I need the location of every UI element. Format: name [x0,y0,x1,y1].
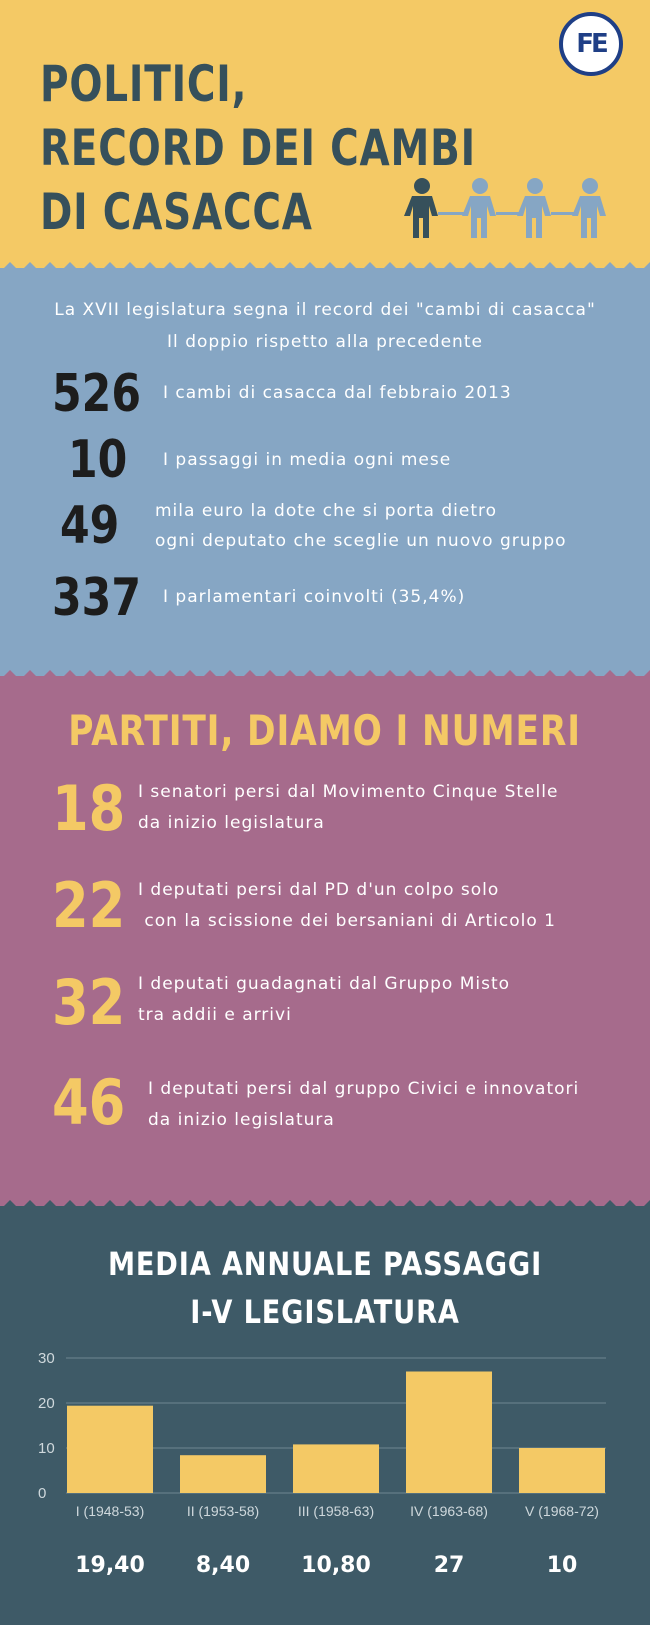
parties-title-text: PARTITI, DIAMO I NUMERI [68,706,582,755]
header-section [0,0,650,268]
party-line: I deputati persi dal gruppo Civici e innovatori [148,1079,580,1099]
party-number: 18 [52,772,126,845]
data-label: 19,40 [75,1553,145,1578]
stat-number: 10 [68,430,128,490]
bar [406,1372,492,1494]
stat-item [0,364,650,424]
party-line: con la scissione dei bersaniani di Articolo 1 [138,911,556,931]
y-tick-label: 10 [38,1440,55,1457]
bar-chart [0,1206,650,1625]
stat-line: I parlamentari coinvolti (35,4%) [163,587,466,607]
party-item [0,1068,650,1138]
party-number: 46 [52,1066,126,1139]
bar [180,1455,266,1493]
chart-title-line: I-V LEGISLATURA [190,1293,460,1331]
data-label: 10 [546,1553,578,1578]
y-tick-label: 30 [38,1350,55,1367]
people-holding-hands-icon [400,178,630,238]
data-label: 10,80 [301,1553,371,1578]
stat-number: 337 [52,568,142,628]
bar [519,1448,605,1493]
logo-text: FE [576,29,606,59]
bar [67,1406,153,1493]
party-line: da inizio legislatura [138,813,325,833]
party-description [138,969,510,1031]
data-label: 27 [433,1553,465,1578]
intro-line: La XVII legislatura segna il record dei "cambi di casacca" [54,300,596,320]
stat-line: mila euro la dote che si porta dietro [155,501,498,521]
x-tick-label: IV (1963-68) [410,1503,488,1519]
party-line: I senatori persi dal Movimento Cinque Stelle [138,782,559,802]
stats-section [0,268,650,676]
stat-line: I cambi di casacca dal febbraio 2013 [163,383,512,403]
x-tick-label: III (1958-63) [297,1503,375,1519]
stat-line: I passaggi in media ogni mese [163,450,452,470]
party-number: 22 [52,869,126,942]
stats-intro [0,294,650,358]
stat-number: 49 [60,496,120,556]
chart-section [0,1206,650,1625]
title-line: RECORD DEI CAMBI [40,119,476,177]
party-item [0,871,650,941]
party-line: I deputati persi dal PD d'un colpo solo [138,880,500,900]
title-line: POLITICI, [40,55,248,113]
stat-item [0,430,650,490]
party-line: I deputati guadagnati dal Gruppo Misto [138,974,511,994]
party-item [0,774,650,844]
stat-item [0,568,650,628]
x-tick-label: I (1948-53) [75,1503,145,1519]
data-label: 8,40 [195,1553,251,1578]
title-line: DI CASACCA [40,183,313,241]
chart-title-line: MEDIA ANNUALE PASSAGGI [107,1245,543,1283]
stat-description [163,445,451,475]
logo [559,12,623,76]
party-description [148,1074,579,1136]
stat-number: 526 [52,364,142,424]
party-line: da inizio legislatura [148,1110,335,1130]
bar [293,1444,379,1493]
stat-description [155,496,567,556]
stat-description [163,582,465,612]
party-description [138,875,556,937]
parties-title [0,706,650,755]
party-description [138,777,558,839]
intro-line: Il doppio rispetto alla precedente [167,332,483,352]
party-line: tra addii e arrivi [138,1005,292,1025]
parties-section [0,676,650,1206]
stat-description [163,378,512,408]
x-tick-label: II (1953-58) [186,1503,260,1519]
party-number: 32 [52,966,126,1039]
x-tick-label: V (1968-72) [525,1503,599,1519]
stat-line: ogni deputato che sceglie un nuovo gruppo [155,531,567,551]
stat-item [0,496,650,556]
party-item [0,968,650,1038]
y-tick-label: 20 [38,1395,55,1412]
y-tick-label: 0 [38,1485,47,1502]
